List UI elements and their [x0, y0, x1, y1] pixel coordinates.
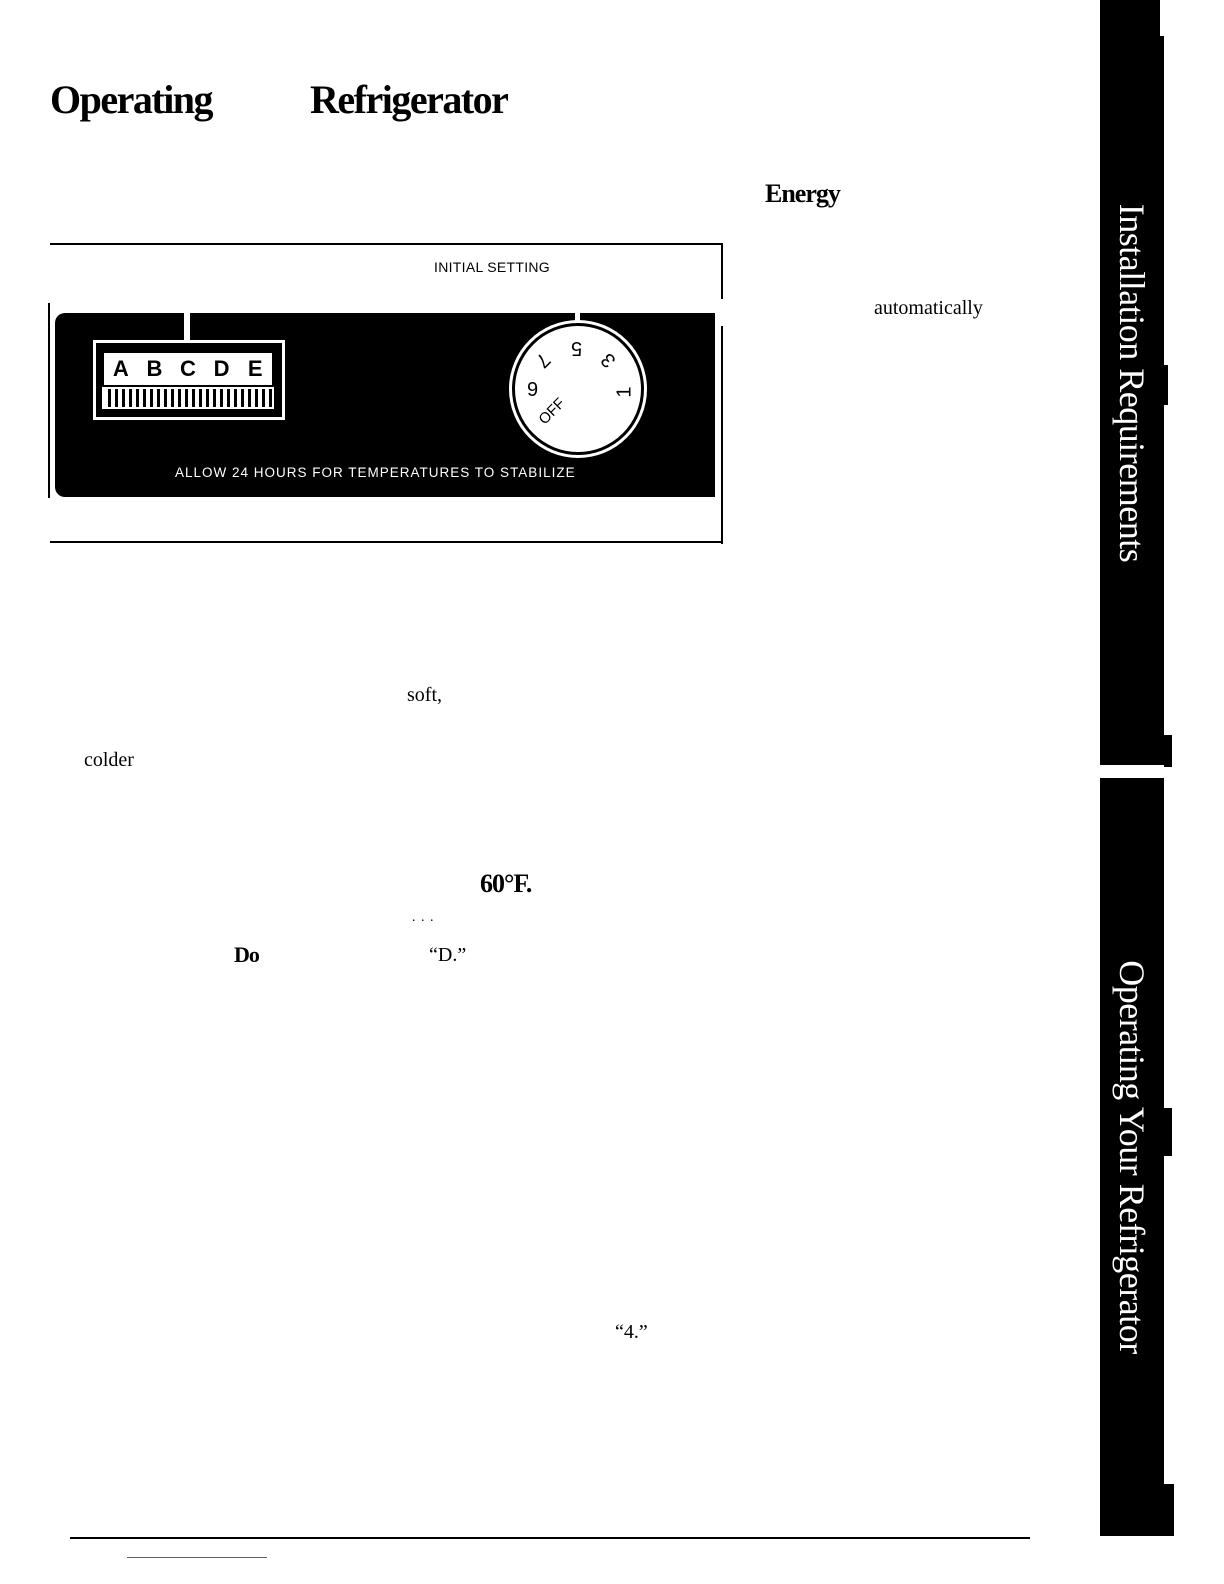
- knob-number-7: 7: [530, 348, 555, 372]
- tab-edge-mark-4: [1164, 1484, 1174, 1536]
- initial-setting-label: INITIAL SETTING: [434, 259, 550, 275]
- tab-operating-your-refrigerator[interactable]: [1100, 778, 1164, 1536]
- figure-top-rule: [50, 243, 723, 245]
- text-d-setting: “D.”: [429, 944, 467, 966]
- letter-dial-pointer: [184, 310, 190, 342]
- tab-installation-requirements[interactable]: [1100, 0, 1164, 765]
- figure-bottom-rule: [50, 541, 723, 543]
- figure-left-rule: [48, 303, 50, 498]
- tab-edge-mark-3: [1164, 1108, 1172, 1156]
- tab-installation-requirements-label: Installation Requirements: [1112, 203, 1152, 562]
- tab-edge-mark-1: [1164, 365, 1168, 405]
- figure-right-rule-lower: [721, 326, 723, 544]
- footer-rule: [70, 1537, 1030, 1539]
- text-do: Do: [234, 942, 259, 967]
- energy-heading: Energy: [765, 179, 840, 208]
- text-colder: colder: [84, 749, 134, 771]
- page-title-word-refrigerator: Refrigerator: [310, 77, 508, 122]
- knob-number-9: 9: [527, 379, 539, 401]
- dial-ticks: [102, 387, 274, 409]
- knob-number-5: 5: [571, 337, 583, 359]
- text-soft: soft,: [407, 684, 442, 706]
- knob-number-3: 3: [596, 348, 621, 372]
- figure-right-rule-upper: [721, 243, 723, 299]
- footer-link-underline: [127, 1557, 267, 1558]
- dial-letter-c: C: [180, 356, 196, 381]
- tab-operating-your-refrigerator-label: Operating Your Refrigerator: [1112, 960, 1152, 1354]
- text-ellipsis: . . .: [412, 910, 435, 925]
- knob-number-1: 1: [613, 386, 636, 398]
- dial-letter-e: E: [247, 356, 263, 381]
- dial-letter-a: A: [112, 356, 129, 381]
- refrigerator-control-knob[interactable]: [512, 323, 644, 455]
- tab-edge-mark-2: [1164, 735, 1172, 767]
- allow-24-hours-note: ALLOW 24 HOURS FOR TEMPERATURES TO STABILIZE: [175, 465, 576, 480]
- page-title-word-operating: Operating: [50, 77, 213, 122]
- letter-window: [102, 351, 274, 387]
- dial-letter-d: D: [213, 356, 230, 381]
- dial-letter-b: B: [146, 356, 163, 381]
- tab-notch-top: [1160, 0, 1164, 36]
- knob-label-off: OFF: [535, 394, 569, 429]
- text-temperature: 60°F.: [480, 869, 532, 898]
- text-4-setting: “4.”: [615, 1321, 648, 1343]
- freezer-control-dial[interactable]: [93, 340, 285, 420]
- text-automatically: automatically: [874, 297, 983, 319]
